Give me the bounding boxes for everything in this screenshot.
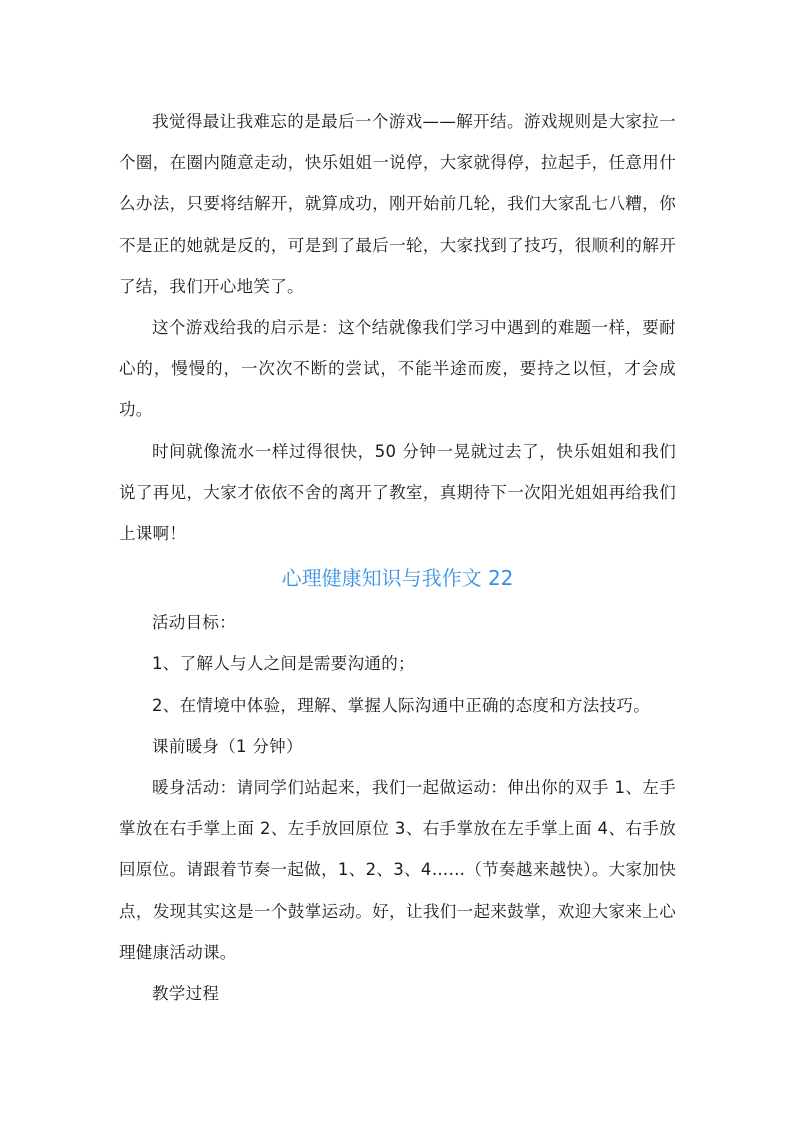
goal-label: 活动目标：: [152, 613, 236, 633]
paragraph-warmup: 暖身活动：请同学们站起来，我们一起做运动：伸出你的双手 1、左手掌放在右手掌上面 2、左手放回原位 3、右手掌放在左手掌上面 4、右手放回原位。请跟着节奏一起做，1、2、3、4……（节奏越来越快）。大家加快点，发现其实这是一个鼓掌运动。好，让我们一起来鼓掌，欢迎大家来上心理健康活动课。: [119, 778, 676, 962]
process-heading: 教学过程: [152, 984, 220, 1004]
document-body: [119, 101, 676, 1014]
paragraph-game-lesson: 这个游戏给我的启示是：这个结就像我们学习中遇到的难题一样，要耐心的，慢慢的，一次次不断的尝试，不能半途而废，要持之以恒，才会成功。: [119, 318, 676, 420]
warmup-heading: 课前暖身（1 分钟）: [152, 736, 303, 756]
paragraph-farewell: 时间就像流水一样过得很快，50 分钟一晃就过去了，快乐姐姐和我们说了再见，大家才依依不舍的离开了教室，真期待下一次阳光姐姐再给我们上课啊！: [119, 441, 676, 544]
goal-item-2: 2、在情境中体验，理解、掌握人际沟通中正确的态度和方法技巧。: [152, 695, 650, 715]
goal-item-1: 1、了解人与人之间是需要沟通的；: [152, 654, 415, 674]
paragraph-game-story: 我觉得最让我难忘的是最后一个游戏——解开结。游戏规则是大家拉一个圈，在圈内随意走动，快乐姐姐一说停，大家就得停，拉起手，任意用什么办法，只要将结解开，就算成功，刚开始前几轮，我们大家乱七八糟，你不是正的她就是反的，可是到了最后一轮，大家找到了技巧，很顺利的解开了结，我们开心地笑了。: [119, 112, 676, 296]
section-title: 心理健康知识与我作文 22: [281, 566, 514, 591]
